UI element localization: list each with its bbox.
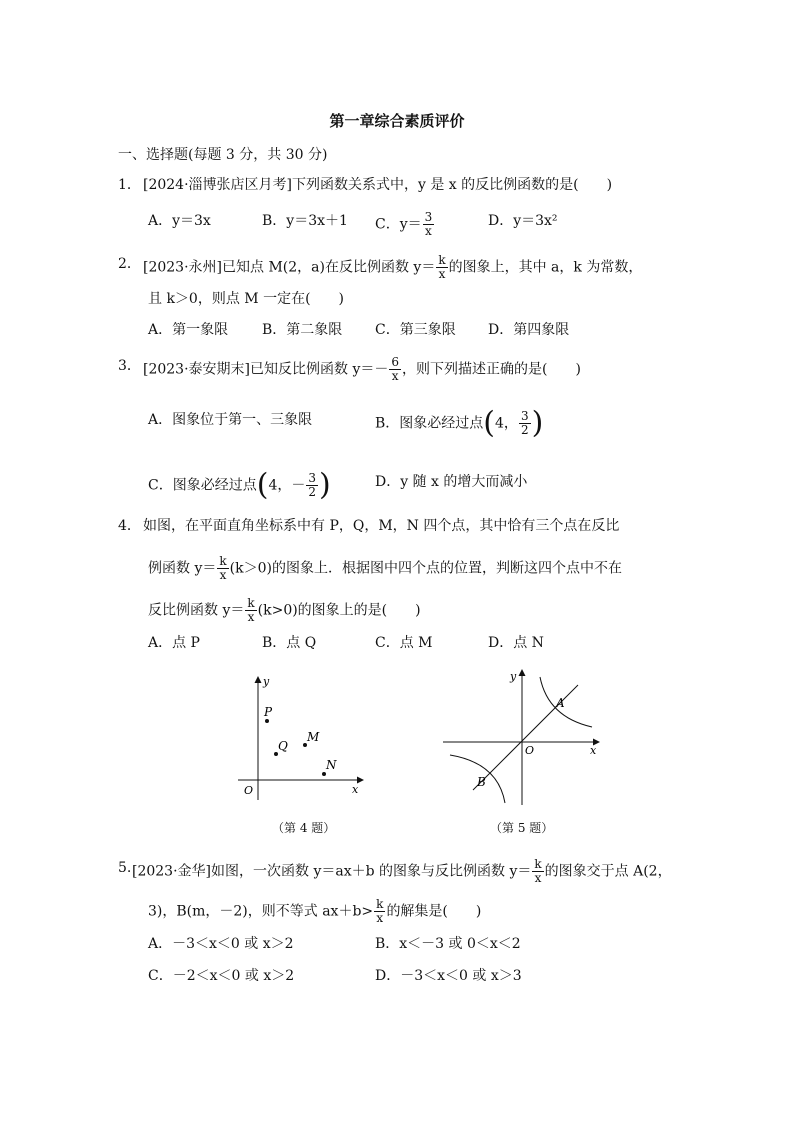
q3-option-b[interactable]: B．图象必经过点(4， $\frac{3}{2}$ ): [375, 405, 544, 441]
q1-number: 1．: [118, 177, 141, 193]
q1-option-c[interactable]: [375, 211, 435, 238]
fig4-x-label: x: [352, 783, 359, 796]
q1-option-a[interactable]: A．y＝3x: [148, 213, 211, 229]
q1-option-c-fraction: $\frac{3}{x}$: [424, 210, 433, 238]
point-n-label: N: [326, 758, 337, 772]
q2-stem-line1: [2023·永州]已知点 M(2，a)在反比例函数 y＝ $\frac{k}{x}$ 的图象上，其中 a，k 为常数，: [143, 253, 643, 281]
q4-option-c[interactable]: C．点 M: [375, 635, 433, 651]
figure-5-caption: （第 5 题）: [490, 821, 554, 835]
q2-stem-line2: 且 k＞0，则点 M 一定在( ): [148, 291, 344, 307]
section-heading: 一、选择题(每题 3 分，共 30 分): [118, 147, 328, 163]
hyperbola-branch-first-quadrant: [540, 677, 592, 727]
point-a-label: A: [556, 696, 565, 710]
q3-fraction: $\frac{6}{x}$: [391, 355, 400, 383]
q2-option-d[interactable]: D．第四象限: [488, 322, 570, 338]
point-m-label: M: [307, 730, 320, 744]
q3-number: 3．: [118, 358, 141, 374]
fig5-origin-label: O: [525, 744, 535, 757]
q2-fraction: $\frac{k}{x}$: [438, 253, 446, 281]
fig5-y-label: y: [510, 670, 517, 683]
q5-option-d[interactable]: D．－3＜x＜0 或 x＞3: [375, 968, 522, 984]
point-p-label: P: [264, 705, 273, 719]
q2-option-b[interactable]: B．第二象限: [262, 322, 343, 338]
point-n: [322, 772, 326, 776]
q1-option-c-label: C．y＝: [375, 216, 422, 233]
q2-option-c[interactable]: C．第三象限: [375, 322, 456, 338]
q4-stem-line1: 如图，在平面直角坐标系中有 P，Q，M，N 四个点，其中恰有三个点在反比: [143, 518, 620, 534]
point-p: [265, 719, 269, 723]
q5-stem-line2: 3)，B(m，－2)，则不等式 ax＋b> $\frac{k}{x}$ 的解集是( ): [148, 897, 482, 925]
q1-option-d[interactable]: D．y＝3x²: [488, 213, 558, 229]
q4-option-a[interactable]: A．点 P: [148, 635, 200, 651]
figure-4: [230, 670, 370, 810]
q4-stem-line2: 例函数 y＝ $\frac{k}{x}$ (k＞0)的图象上．根据图中四个点的位置，判断这四个点中不在: [148, 554, 622, 582]
figure-5: [440, 665, 610, 810]
q3-stem: [2023·泰安期末]已知反比例函数 y＝－ $\frac{6}{x}$ ，则下列描述正确的是( ): [143, 355, 581, 383]
fig4-origin-label: O: [244, 784, 254, 797]
q5-number: 5.: [118, 860, 132, 876]
q5-stem-line1: [2023·金华]如图，一次函数 y＝ax＋b 的图象与反比例函数 y＝ $\frac{k}{x}$ 的图象交于点 A(2，: [132, 857, 672, 885]
q1-option-b[interactable]: B．y＝3x＋1: [262, 213, 348, 229]
q4-option-b[interactable]: B．点 Q: [262, 635, 317, 651]
q5-option-a[interactable]: A．－3＜x＜0 或 x＞2: [148, 936, 294, 952]
q4-option-d[interactable]: D．点 N: [488, 635, 544, 651]
point-q-label: Q: [278, 739, 288, 753]
q5-option-c[interactable]: C．－2＜x＜0 或 x＞2: [148, 968, 295, 984]
q2-option-a[interactable]: A．第一象限: [148, 322, 229, 338]
figure-4-caption: （第 4 题）: [272, 821, 336, 835]
q3-option-c[interactable]: C．图象必经过点(4，－ $\frac{3}{2}$ ): [148, 467, 331, 503]
q5-option-b[interactable]: B．x＜－3 或 0＜x＜2: [375, 936, 521, 952]
fig4-y-label: y: [263, 675, 270, 688]
point-b-label: B: [477, 775, 486, 789]
fig5-x-label: x: [590, 744, 597, 757]
q4-stem-line3: 反比例函数 y＝ $\frac{k}{x}$ (k>0)的图象上的是( ): [148, 596, 421, 624]
q1-stem: [2024·淄博张店区月考]下列函数关系式中，y 是 x 的反比例函数的是( ): [143, 177, 613, 193]
q3-option-d[interactable]: D．y 随 x 的增大而减小: [375, 474, 528, 490]
q2-number: 2．: [118, 256, 141, 272]
q4-number: 4．: [118, 518, 141, 534]
q3-option-a[interactable]: A．图象位于第一、三象限: [148, 412, 313, 428]
page-title: 第一章综合素质评价: [329, 112, 465, 130]
